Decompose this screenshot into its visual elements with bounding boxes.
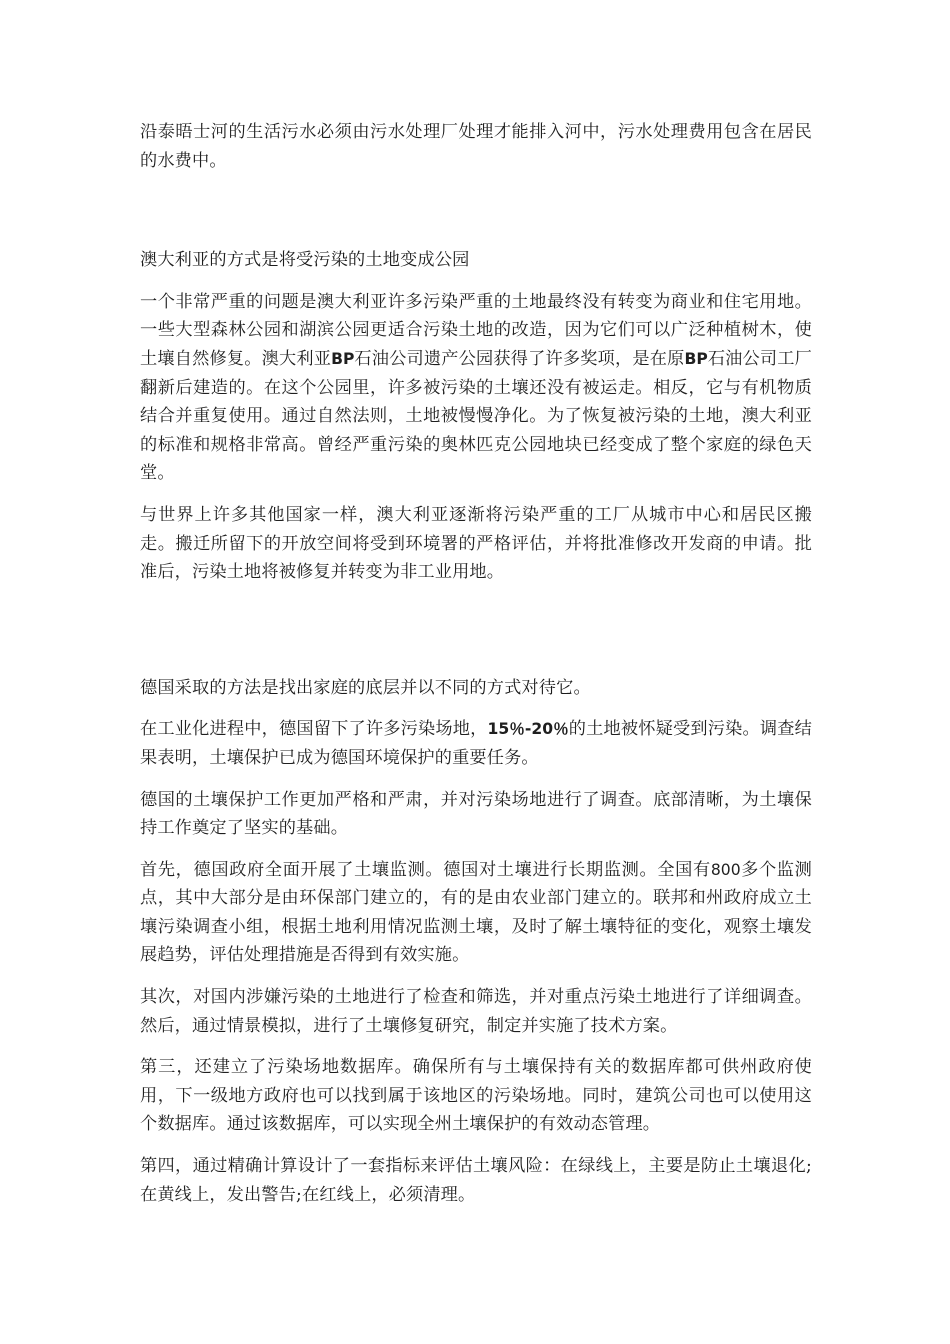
paragraph-australia-parks: [140, 288, 812, 488]
paragraph-germany-industrialization: [140, 715, 812, 772]
paragraph-australia-parks-text-1: 一个非常严重的问题是澳大利亚许多污染严重的土地最终没有转变为商业和住宅用地。一些大型森林公园和湖滨公园更适合污染土地的改造，因为它们可以广泛种植树木，使土壤自然修复。澳大利亚: [140, 291, 812, 369]
paragraph-germany-database: 第三，还建立了污染场地数据库。确保所有与土壤保持有关的数据库都可供州政府使用，下一级地方政府也可以找到属于该地区的污染场地。同时，建筑公司也可以使用这个数据库。通过该数据库，可以实现全州土壤保护的有效动态管理。: [140, 1057, 812, 1135]
section-spacer-thames-australia: [140, 188, 812, 246]
paragraph-germany-screening: 其次，对国内涉嫌污染的土地进行了检查和筛选，并对重点污染土地进行了详细调查。然后，通过情景模拟，进行了土壤修复研究，制定并实施了技术方案。: [140, 987, 812, 1036]
paragraph-germany-monitoring-text-1: 首先，德国政府全面开展了土壤监测。德国对土壤进行长期监测。全国有: [140, 859, 711, 880]
brand-bp-second: BP: [684, 349, 708, 368]
paragraph-germany-monitoring-text-2: 多个监测点，其中大部分是由环保部门建立的，有的是由农业部门建立的。联邦和州政府成立土壤污染调查小组，根据土地利用情况监测土壤，及时了解土壤特征的变化，观察土壤发展趋势，评估处理措施是否得到有效实施。: [140, 859, 812, 966]
paragraph-germany-protection-work: 德国的土壤保护工作更加严格和严肃，并对污染场地进行了调查。底部清晰，为土壤保持工作奠定了坚实的基础。: [140, 789, 812, 839]
paragraph-australia-parks-text-2: 石油公司遗产公园获得了许多奖项，是在原: [354, 348, 685, 369]
paragraph-germany-risk-indicators: 第四，通过精确计算设计了一套指标来评估土壤风险：在绿线上，主要是防止土壤退化;在黄线上，发出警告;在红线上，必须清理。: [140, 1156, 812, 1205]
document-text-column: [140, 118, 812, 1209]
brand-bp-first: BP: [331, 349, 355, 368]
heading-australia: 澳大利亚的方式是将受污染的土地变成公园: [140, 250, 470, 271]
paragraph-australia-parks-text-3: 石油公司工厂翻新后建造的。在这个公园里，许多被污染的土壤还没有被运走。相反，它与有机物质结合并重复使用。通过自然法则，土地被慢慢净化。为了恢复被污染的土地，澳大利亚的标准和规格非常高。曾经严重污染的奥林匹克公园地块已经变成了整个家庭的绿色天堂。: [140, 348, 812, 484]
paragraph-germany-industrialization-text-2: 的土地被怀疑受到污染。调查结果表明，土壤保护已成为德国环境保护的重要任务。: [140, 719, 812, 768]
statistic-monitoring-points-count: 800: [710, 860, 741, 879]
paragraph-germany-monitoring: [140, 856, 812, 970]
paragraph-thames-sewage: 沿泰晤士河的生活污水必须由污水处理厂处理才能排入河中，污水处理费用包含在居民的水费中。: [140, 122, 812, 171]
heading-germany: 德国采取的方法是找出家庭的底层并以不同的方式对待它。: [140, 677, 591, 698]
statistic-contamination-percentage: 15％-20％: [487, 720, 569, 739]
paragraph-australia-relocation: 与世界上许多其他国家一样，澳大利亚逐渐将污染严重的工厂从城市中心和居民区搬走。搬迁所留下的开放空间将受到环境署的严格评估，并将批准修改开发商的申请。批准后，污染土地将被修复并转变为非工业用地。: [140, 504, 812, 583]
paragraph-germany-industrialization-text-1: 在工业化进程中，德国留下了许多污染场地，: [140, 719, 488, 740]
section-spacer-australia-germany: [140, 600, 812, 674]
